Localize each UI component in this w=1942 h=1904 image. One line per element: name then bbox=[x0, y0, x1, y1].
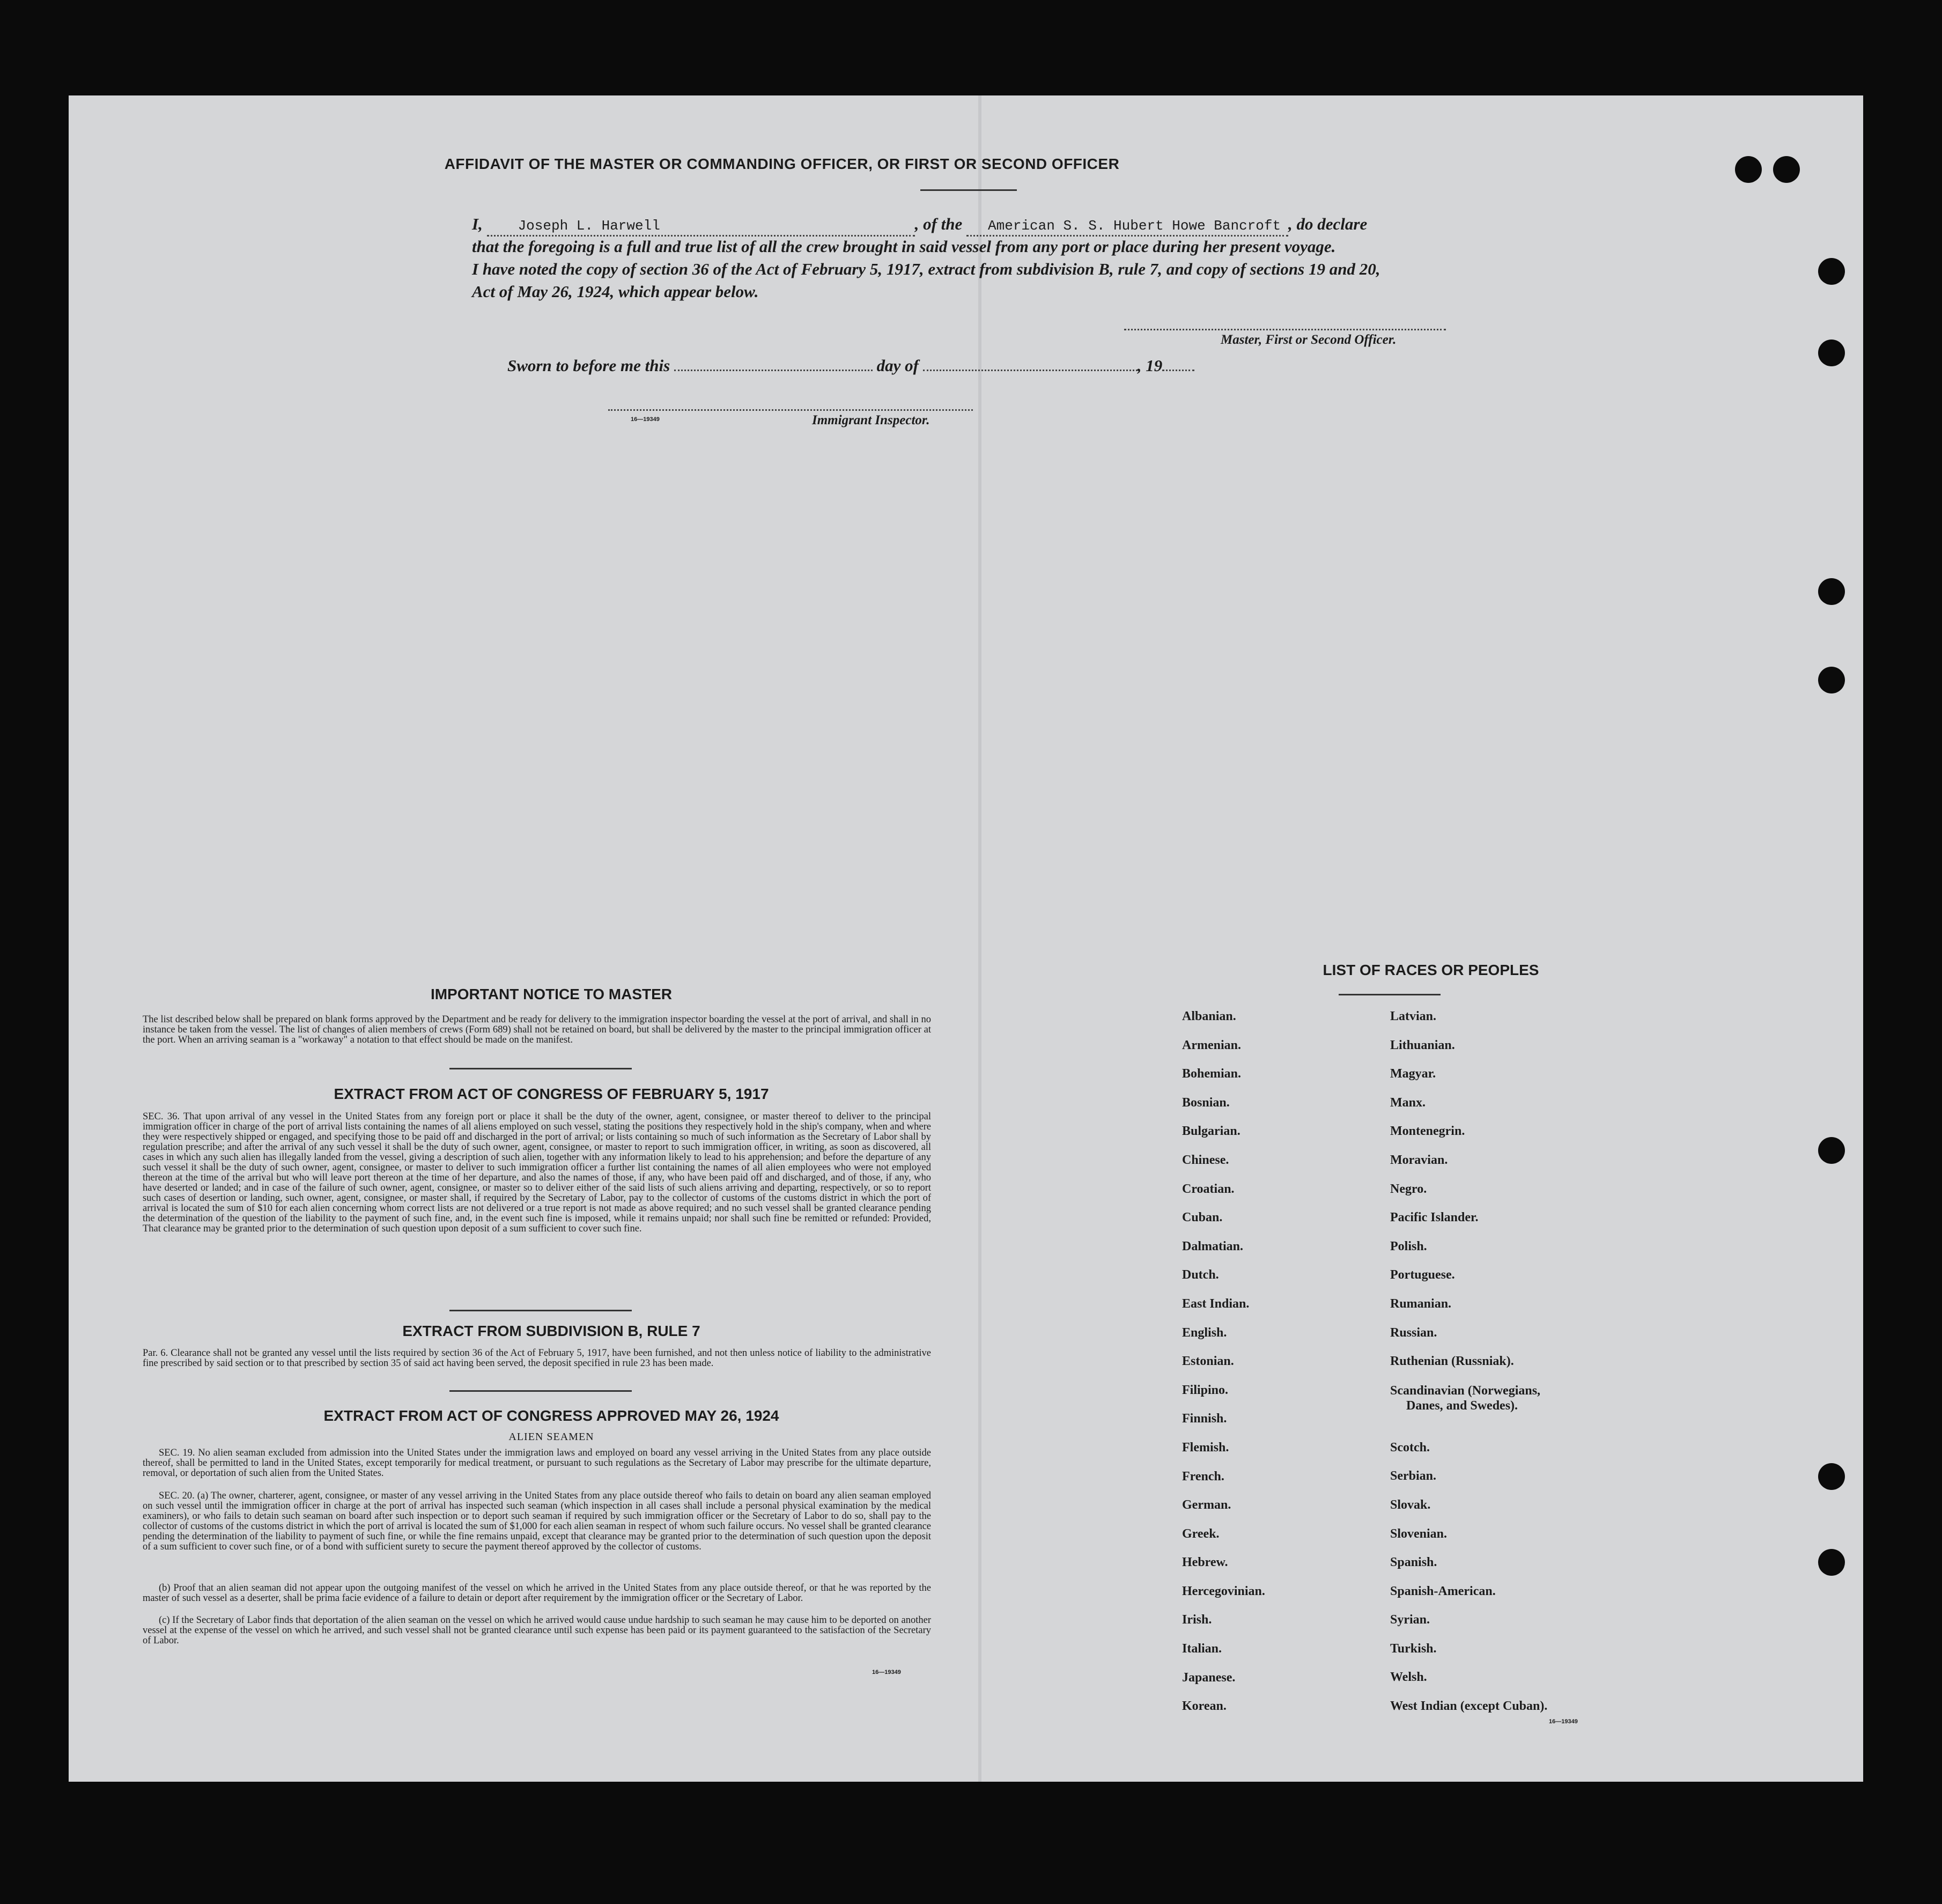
race-item: Estonian. bbox=[1182, 1354, 1234, 1369]
race-item: Bohemian. bbox=[1182, 1067, 1242, 1081]
race-item: Hercegovinian. bbox=[1182, 1584, 1265, 1598]
extract-1917-text: SEC. 36. That upon arrival of any vessel in the United States from any foreign port or place it shall be the duty of the owner, agent, consignee, or master thereof to deliver to the principal immigration officer in charge of the port of arrival lists containing the names of all aliens employed on such vessel, stating the positions they respectively hold in the ship's company, when and where they were respectively shipped or engaged, and specifying those to be paid off and discharged in the port of arrival; or lists containing so much of such information as the Secretary of Labor shall by regulation prescribe; and after the arrival of any such vessel it shall be the duty of such owner, agent, consignee, or master to report to such immigration officer, in writing, as soon as discovered, all cases in which any such alien has illegally landed from the vessel, giving a description of such alien, together with any information likely to lead to his apprehension; and before the departure of any such vessel it shall be the duty of such owner, agent, consignee, or master to deliver to such immigration officer a further list containing the names of all alien employees who were not employed thereon at the time of the arrival but who will leave port thereon at the time of her departure, and also the names of those, if any, who have been paid off and discharged, and of those, if any, who have deserted or landed; and in case of the failure of such owner, agent, consignee, or master so to deliver either of the said lists of such aliens arriving and departing, respectively, or so to report such cases of desertion or landing, such owner, agent, consignee, or master shall, if required by the Secretary of Labor, pay to the collector of customs of the customs district in which the port of arrival is located the sum of $10 for each alien concerning whom correct lists are not delivered or a true report is not made as above required; and no such vessel shall be granted clearance pending the determination of the question of the liability to the payment of such fine, and, in the event such fine is imposed, while it remains unpaid; nor shall such fine be remitted or refunded: Provided, That clearance may be granted prior to the determination of such question upon deposit of a sum sufficient to cover such fine. bbox=[143, 1111, 931, 1234]
extract-1917-title: EXTRACT FROM ACT OF CONGRESS OF FEBRUARY 5, 1917 bbox=[334, 1086, 769, 1102]
affidavit-title: AFFIDAVIT OF THE MASTER OR COMMANDING OFFICER, OR FIRST OR SECOND OFFICER bbox=[444, 156, 1120, 172]
race-item: Croatian. bbox=[1182, 1182, 1235, 1196]
inspector-label: Immigrant Inspector. bbox=[812, 413, 930, 427]
punch-hole bbox=[1818, 1463, 1845, 1490]
race-item: Albanian. bbox=[1182, 1009, 1236, 1023]
race-item: English. bbox=[1182, 1325, 1227, 1340]
race-item: Korean. bbox=[1182, 1699, 1227, 1714]
race-item: Scotch. bbox=[1390, 1440, 1430, 1455]
race-item: Turkish. bbox=[1390, 1641, 1437, 1656]
center-fold bbox=[978, 95, 981, 1782]
race-item: Moravian. bbox=[1390, 1153, 1448, 1167]
race-item-line: Scandinavian (Norwegians, bbox=[1390, 1383, 1541, 1398]
declaration-line-3: I have noted the copy of section 36 of the Act of February 5, 1917, extract from subdivision B, rule 7, and copy of sections 19 and 20, bbox=[472, 260, 1380, 278]
race-item: Lithuanian. bbox=[1390, 1038, 1455, 1052]
sworn-day-field bbox=[674, 358, 873, 371]
race-item: Syrian. bbox=[1390, 1613, 1430, 1627]
race-item: Ruthenian (Russniak). bbox=[1390, 1354, 1514, 1369]
race-item: Montenegrin. bbox=[1390, 1124, 1465, 1139]
race-item: Dalmatian. bbox=[1182, 1239, 1243, 1253]
race-item: Greek. bbox=[1182, 1526, 1220, 1541]
race-item: Manx. bbox=[1390, 1095, 1426, 1110]
divider bbox=[920, 189, 1017, 191]
signature-line bbox=[1124, 329, 1446, 330]
notice-text: The list described below shall be prepared on blank forms approved by the Department and be ready for delivery to the immigration inspector boarding the vessel at the port of arrival, and shall in no instance be taken from the vessel. The list of changes of alien members of crews (Form 689) shall not be retained on board, but shall be delivered by the master to the principal immigration officer at the port. When an arriving seaman is a "workaway" a notation to that effect should be made on the manifest. bbox=[143, 1014, 931, 1045]
race-item: West Indian (except Cuban). bbox=[1390, 1699, 1548, 1714]
extract-rule7-title: EXTRACT FROM SUBDIVISION B, RULE 7 bbox=[402, 1323, 700, 1339]
race-item: Chinese. bbox=[1182, 1153, 1229, 1167]
race-item: Magyar. bbox=[1390, 1067, 1436, 1081]
divider bbox=[449, 1310, 632, 1311]
race-item: Polish. bbox=[1390, 1239, 1427, 1253]
race-item: Serbian. bbox=[1390, 1469, 1437, 1484]
notice-title: IMPORTANT NOTICE TO MASTER bbox=[430, 986, 673, 1002]
do-declare-label: , do declare bbox=[1288, 215, 1368, 233]
race-item: Bosnian. bbox=[1182, 1095, 1230, 1110]
day-of-label: day of bbox=[876, 356, 919, 375]
race-item: Slovak. bbox=[1390, 1497, 1431, 1512]
race-item: Filipino. bbox=[1182, 1383, 1229, 1397]
race-item: German. bbox=[1182, 1498, 1231, 1512]
races-right-column bbox=[1390, 1009, 1547, 1728]
master-name: Joseph L. Harwell bbox=[518, 218, 660, 234]
declaration-line-4: Act of May 26, 1924, which appear below. bbox=[472, 282, 759, 301]
i-label: I, bbox=[472, 215, 483, 233]
sec-20b-text: (b) Proof that an alien seaman did not appear upon the outgoing manifest of the vessel on which he arrived in the United States from any place outside thereof, or that he was reported by the master of such vessel as a deserter, shall be prima facie evidence of a failure to detain or deport after requirement by the immigration officer or the Secretary of Labor. bbox=[143, 1583, 931, 1604]
race-item: Flemish. bbox=[1182, 1440, 1229, 1455]
races-left-column bbox=[1182, 1009, 1265, 1728]
extract-1924-title: EXTRACT FROM ACT OF CONGRESS APPROVED MAY 26, 1924 bbox=[323, 1407, 779, 1424]
sec-20c-text: (c) If the Secretary of Labor finds that deportation of the alien seaman on the vessel on which he arrived would cause undue hardship to such seaman he may cause him to be deported on another vessel at the expense of the vessel on which he arrived, and such vessel shall not be granted clearance until such expense has been paid or its payment guaranteed to the satisfaction of the Secretary of Labor. bbox=[143, 1615, 931, 1646]
race-item: Spanish. bbox=[1390, 1555, 1437, 1570]
race-item: Finnish. bbox=[1182, 1412, 1227, 1426]
race-item: Negro. bbox=[1390, 1182, 1427, 1196]
divider bbox=[449, 1390, 632, 1392]
inspector-signature-line bbox=[608, 409, 973, 411]
race-item: Japanese. bbox=[1182, 1670, 1236, 1685]
race-item: East Indian. bbox=[1182, 1296, 1250, 1311]
race-item: French. bbox=[1182, 1469, 1224, 1484]
race-item: Bulgarian. bbox=[1182, 1124, 1240, 1139]
race-item: Irish. bbox=[1182, 1613, 1212, 1627]
race-item: Cuban. bbox=[1182, 1211, 1223, 1225]
race-item: Armenian. bbox=[1182, 1038, 1241, 1052]
punch-hole bbox=[1818, 1137, 1845, 1164]
sec-19-text: SEC. 19. No alien seaman excluded from admission into the United States under the immigration laws and employed on board any vessel arriving in the United States from any place outside thereof, shall be permitted to land in the United States, except temporarily for medical treatment, or pursuant to such regulations as the Secretary of Labor may prescribe for the ultimate departure, removal, or deportation of such alien from the United States. bbox=[143, 1448, 931, 1479]
extract-rule7-text: Par. 6. Clearance shall not be granted any vessel until the lists required by section 36 of the Act of February 5, 1917, have been furnished, and not then unless notice of liability to the administrative fine prescribed by said section or to that prescribed by section 35 of said act having been served, the deposit specified in rule 23 has been made. bbox=[143, 1348, 931, 1369]
sec-20a-text: SEC. 20. (a) The owner, charterer, agent, consignee, or master of any vessel arriving in the United States from any place outside thereof who fails to detain on board any alien seaman employed on such vessel until the immigration officer in charge at the port of arrival has inspected such seaman (which inspection in all cases shall include a personal physical examination by the medical examiners), or who fails to detain such seaman on board after such inspection or to deport such seaman if required by such immigration officer or the Secretary of Labor to do so, shall pay to the collector of customs of the customs district in which the port of arrival is located the sum of $1,000 for each alien seaman in respect of whom such failure occurs. No vessel shall be granted clearance pending the determination of the liability to payment of such fine, or while the fine remains unpaid, except that clearance may be granted prior to the determination of such question upon the deposit of a sum sufficient to cover such fine, or of a bond with sufficient surety to secure the payment thereof approved by the collector of customs. bbox=[143, 1490, 931, 1552]
declaration-line-1 bbox=[472, 213, 1367, 237]
punch-hole bbox=[1735, 156, 1762, 183]
divider bbox=[1339, 994, 1441, 995]
race-item: Italian. bbox=[1182, 1642, 1222, 1656]
punch-hole bbox=[1818, 667, 1845, 693]
vessel-name-field bbox=[966, 215, 1288, 237]
punch-hole bbox=[1818, 1549, 1845, 1576]
race-item: Russian. bbox=[1390, 1325, 1437, 1340]
year-prefix: , 19 bbox=[1137, 356, 1163, 375]
race-item: Spanish-American. bbox=[1390, 1584, 1496, 1598]
race-item-continuation: Danes, and Swedes). bbox=[1406, 1398, 1518, 1413]
race-item: Portuguese. bbox=[1390, 1268, 1455, 1282]
punch-hole bbox=[1818, 578, 1845, 605]
sworn-line bbox=[507, 355, 1194, 377]
declaration-line-2: that the foregoing is a full and true list of all the crew brought in said vessel from any port or place during her present voyage. bbox=[472, 237, 1336, 256]
document-page bbox=[69, 95, 1863, 1782]
punch-hole bbox=[1818, 340, 1845, 366]
divider bbox=[449, 1068, 632, 1069]
race-item: Hebrew. bbox=[1182, 1555, 1228, 1570]
form-number-left: 16—19349 bbox=[872, 1669, 901, 1676]
race-item: Latvian. bbox=[1390, 1009, 1437, 1023]
race-item: Rumanian. bbox=[1390, 1296, 1452, 1311]
punch-hole bbox=[1773, 156, 1800, 183]
race-item: Dutch. bbox=[1182, 1268, 1219, 1282]
form-number-right: 16—19349 bbox=[1549, 1718, 1578, 1725]
of-the-label: , of the bbox=[914, 215, 963, 233]
sworn-year-field bbox=[1162, 358, 1194, 371]
vessel-name: American S. S. Hubert Howe Bancroft bbox=[988, 218, 1281, 234]
races-title: LIST OF RACES OR PEOPLES bbox=[1323, 962, 1539, 978]
race-item bbox=[1390, 1383, 1547, 1441]
alien-seamen-subtitle: ALIEN SEAMEN bbox=[508, 1431, 594, 1443]
master-name-field bbox=[487, 215, 915, 237]
form-number-top: 16—19349 bbox=[631, 416, 660, 423]
signature-label: Master, First or Second Officer. bbox=[1221, 333, 1397, 347]
race-item: Pacific Islander. bbox=[1390, 1211, 1479, 1225]
sworn-month-field bbox=[923, 358, 1138, 371]
sworn-label: Sworn to before me this bbox=[507, 356, 670, 375]
race-item: Slovenian. bbox=[1390, 1526, 1448, 1541]
race-item: Welsh. bbox=[1390, 1670, 1427, 1685]
punch-hole bbox=[1818, 258, 1845, 285]
